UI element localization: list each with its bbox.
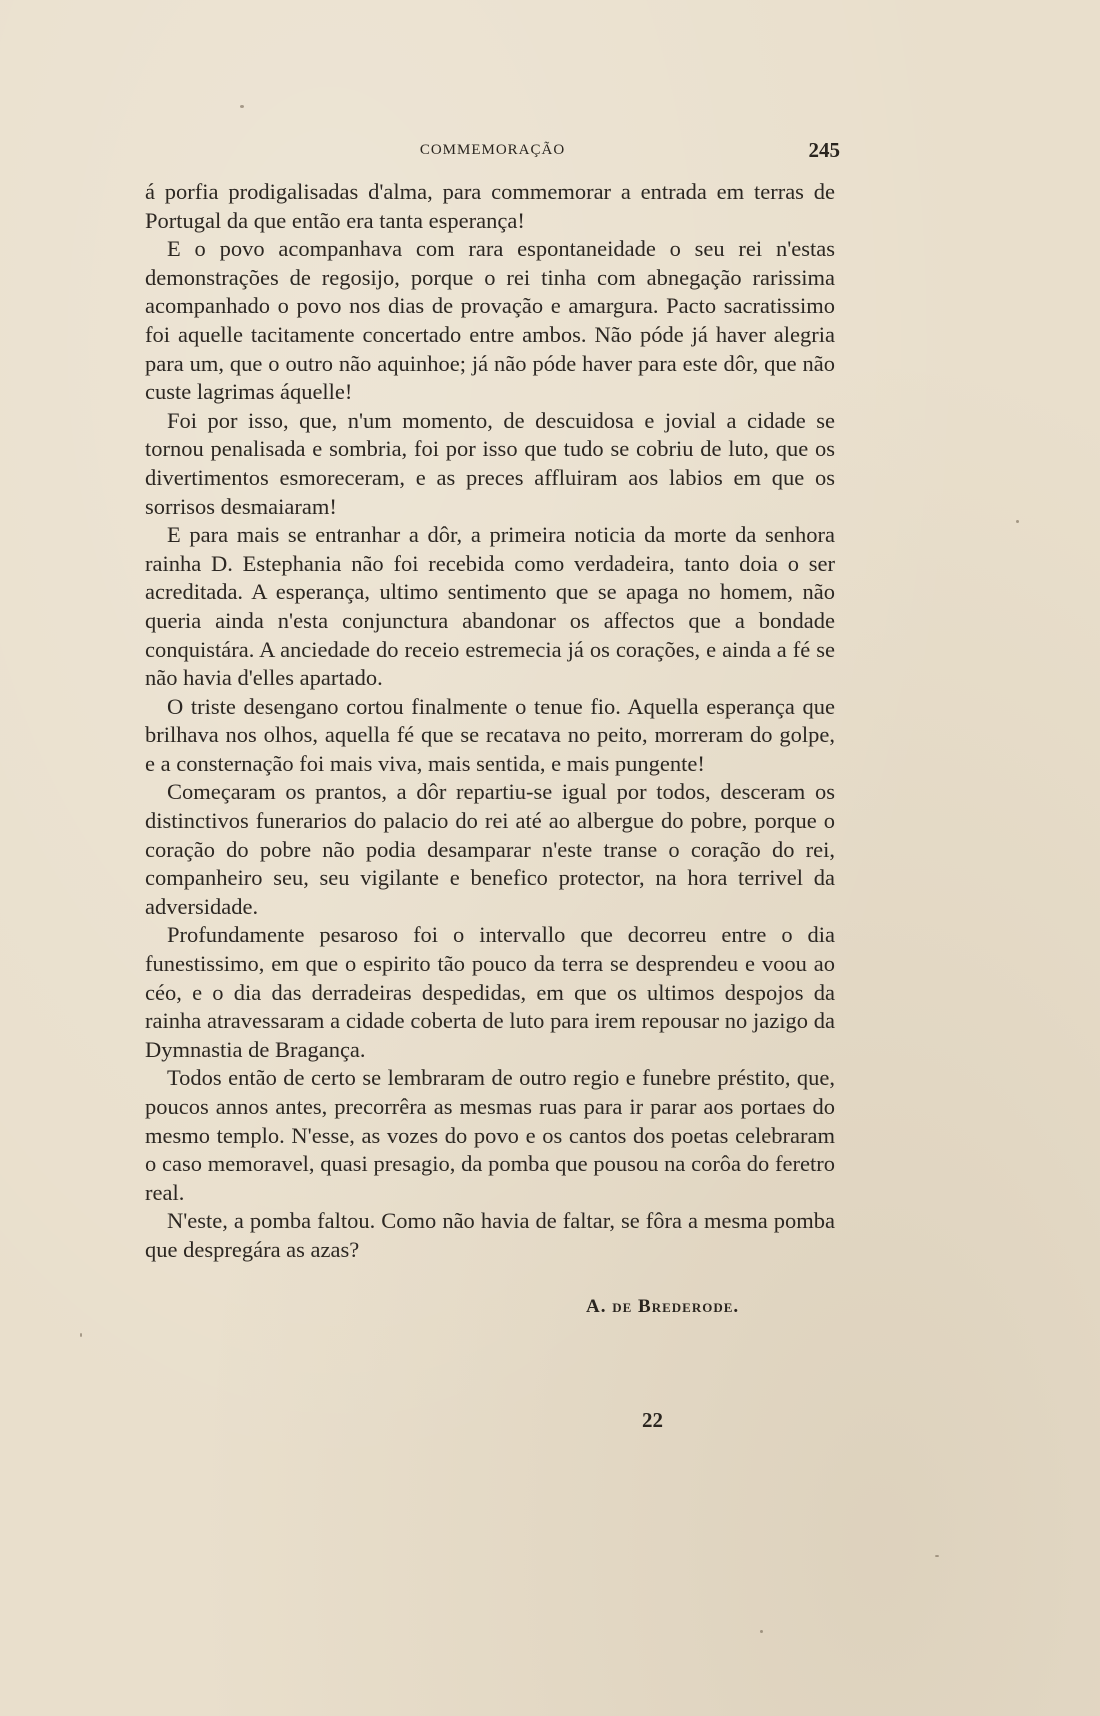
running-title: COMMEMORAÇÃO — [419, 142, 566, 158]
paragraph: O triste desengano cortou finalmente o tenue fio. Aquella esperança que brilhava nos olhos, aquella fé que se recatava no peito, morreram do golpe, e a consternação foi mais viva, mais sentida, e mais pungente! — [145, 693, 835, 776]
paragraph: Foi por isso, que, n'um momento, de descuidosa e jovial a cidade se tornou penalisada e sombria, foi por isso que tudo se cobriu de luto, que os divertimentos esmoreceram, e as preces affluiram aos labios em que os sorrisos desmaiaram! — [145, 407, 835, 519]
paper-speck — [1016, 520, 1019, 523]
paragraph: E o povo acompanhava com rara espontaneidade o seu rei n'estas demonstrações de regosijo, porque o rei tinha com abnegação rarissima acompanhado o povo nos dias de provação e amargura. Pacto sacratissimo foi aquelle tacitamente concertado entre ambos. Não póde já haver alegria para um, que o outro não aquinhoe; já não póde haver para este dôr, que não custe lagrimas áquelle! — [145, 236, 835, 405]
paper-speck — [760, 1630, 763, 1633]
paper-speck — [935, 1555, 939, 1557]
paragraph: Começaram os prantos, a dôr repartiu-se igual por todos, desceram os distinctivos funerarios do palacio do rei até ao albergue do pobre, porque o coração do pobre não podia desamparar n'este transe o coração do rei, companheiro seu, seu vigilante e benefico protector, na hora terrivel da adversidade. — [145, 779, 835, 919]
paragraph: E para mais se entranhar a dôr, a primeira noticia da morte da senhora rainha D. Estephania não foi recebida como verdadeira, tanto doia o ser acreditada. A esperança, ultimo sentimento que se apaga no homem, não queria ainda n'esta conjunctura abandonar os affectos que a bondade conquistára. A anciedade do receio estremecia já os corações, e ainda a fé se não havia d'elles apartado. — [145, 522, 835, 691]
page-header — [145, 138, 840, 162]
paragraph: Todos então de certo se lembraram de outro regio e funebre préstito, que, poucos annos antes, precorrêra as mesmas ruas para ir parar aos portaes do mesmo templo. N'esse, as vozes do povo e os cantos dos poetas celebraram o caso memoravel, quasi presagio, da pomba que pousou na corôa do feretro real. — [145, 1065, 835, 1205]
paragraph: Profundamente pesaroso foi o intervallo que decorreu entre o dia funestissimo, em que o espirito tão pouco da terra se desprendeu e voou ao céo, e o dia das derradeiras despedidas, em que os ultimos despojos da rainha atravessaram a cidade coberta de luto para irem repousar no jazigo da Dymnastia de Bragança. — [145, 922, 835, 1062]
author-signature: A. de Brederode. — [586, 1296, 740, 1317]
paragraph: N'este, a pomba faltou. Como não havia de faltar, se fôra a mesma pomba que despregára as azas? — [145, 1208, 835, 1262]
article-body — [145, 178, 835, 1265]
page-number: 245 — [808, 138, 840, 162]
paragraph: á porfia prodigalisadas d'alma, para commemorar a entrada em terras de Portugal da que então era tanta esperança! — [145, 179, 835, 233]
paper-speck — [240, 105, 244, 108]
paper-speck — [80, 1333, 82, 1337]
sheet-signature-number: 22 — [642, 1408, 663, 1432]
